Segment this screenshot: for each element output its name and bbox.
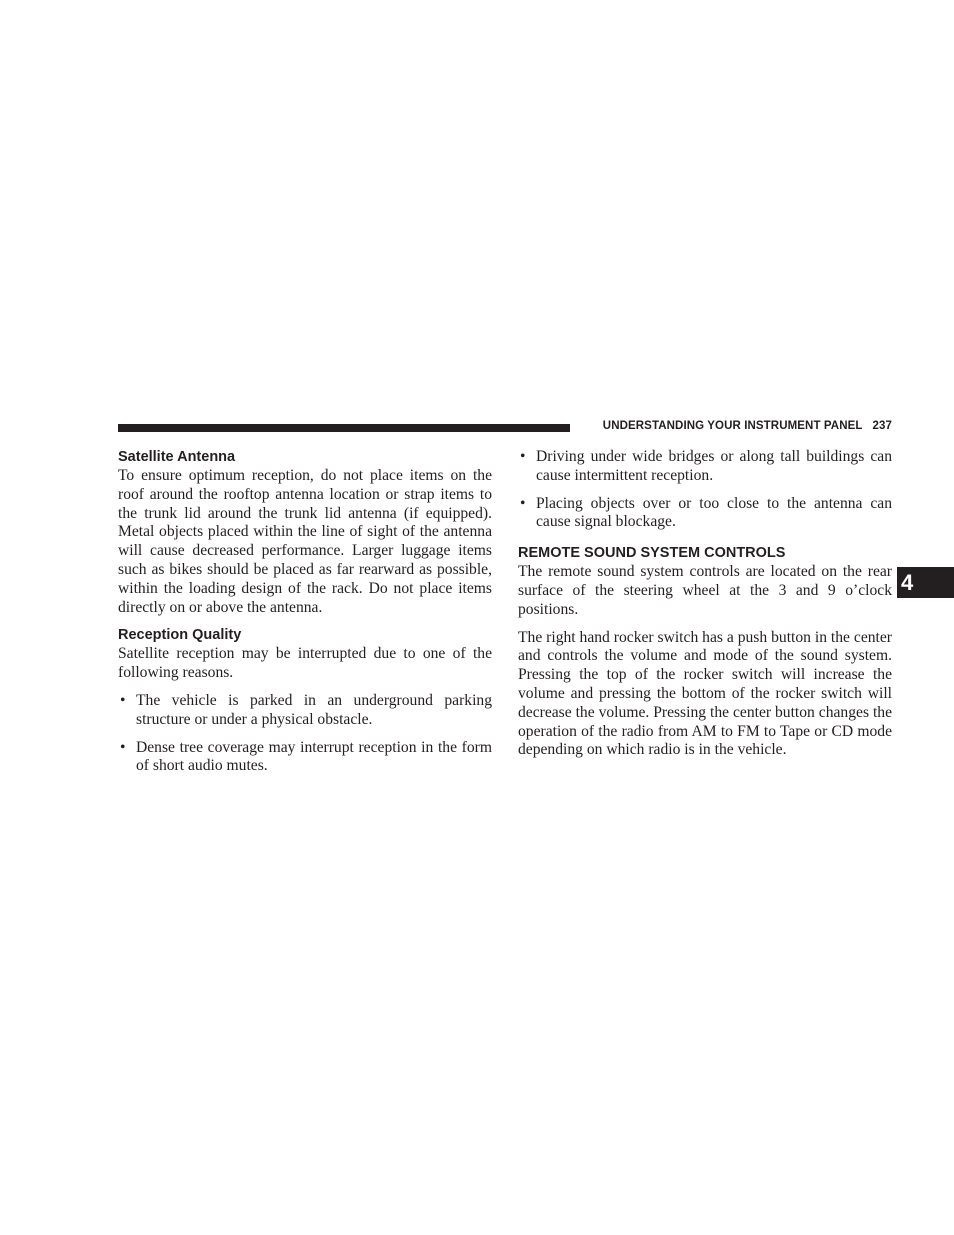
reception-bullets-continued [518, 448, 892, 532]
reception-quality-heading: Reception Quality [118, 627, 242, 644]
list-item: • Driving under wide bridges or along tall buildings can cause intermittent reception. [520, 448, 892, 484]
running-header [578, 420, 892, 432]
satellite-antenna-body: To ensure optimum reception, do not place items on the roof around the rooftop antenna location or strap items to the trunk lid around the trunk lid antenna (if equipped). Metal objects placed within the line of sight of the antenna will cause decreased performance. Larger luggage items such as bikes should be placed as far rearward as possible, within the loading design of the rack. Do not place items directly on or above the antenna. [118, 467, 492, 616]
list-item: • Dense tree coverage may interrupt reception in the form of short audio mutes. [120, 738, 492, 775]
bullet-icon: • [520, 448, 526, 465]
remote-sound-heading: REMOTE SOUND SYSTEM CONTROLS [518, 545, 786, 562]
right-column [518, 448, 892, 760]
reception-bullets [118, 692, 492, 776]
bullet-icon: • [120, 691, 126, 709]
remote-sound-paragraph-1: The remote sound system controls are located on the rear surface of the steering wheel at the 3 and 9 o’clock positions. [518, 563, 892, 618]
bullet-icon: • [520, 494, 526, 512]
list-item: • Placing objects over or too close to the antenna can cause signal blockage. [520, 494, 892, 531]
reception-quality-body: Satellite reception may be interrupted due to one of the following reasons. [118, 645, 492, 682]
satellite-antenna-heading: Satellite Antenna [118, 449, 236, 465]
header-rule [118, 424, 570, 432]
remote-sound-paragraph-2: The right hand rocker switch has a push button in the center and controls the volume and mode of the sound system. Pressing the top of the rocker switch will increase the volume and pressing the bottom of the rocker switch will decrease the volume. Pressing the center button changes the operation of the radio from AM to FM to Tape or CD mode depending on which radio is in the vehicle. [518, 628, 892, 759]
left-column [118, 448, 492, 776]
bullet-icon: • [120, 738, 126, 756]
page-number: 237 [872, 420, 892, 432]
section-title: UNDERSTANDING YOUR INSTRUMENT PANEL [602, 420, 863, 432]
chapter-tab: 4 [897, 567, 954, 598]
list-item: • The vehicle is parked in an underground parking structure or under a physical obstacle. [120, 691, 492, 728]
